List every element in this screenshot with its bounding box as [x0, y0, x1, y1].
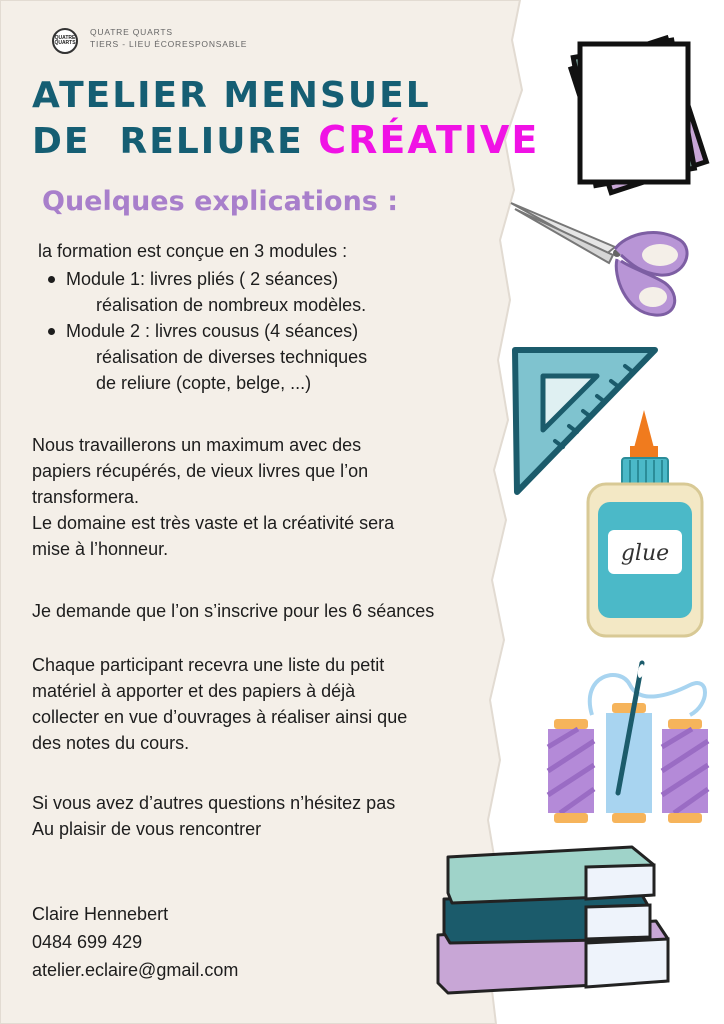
- paragraph-line: Au plaisir de vous rencontrer: [32, 819, 262, 839]
- paragraph-line: Chaque participant recevra une liste du petit: [32, 655, 385, 675]
- paragraph-closing: [32, 790, 512, 842]
- paragraph-materials: [32, 432, 512, 562]
- org-header: [90, 26, 247, 50]
- paragraph-line: des notes du cours.: [32, 733, 190, 753]
- org-name: QUATRE QUARTS: [90, 27, 173, 37]
- paragraph-registration: Je demande que l’on s’inscrive pour les 6 séances: [32, 601, 435, 621]
- quatre-quarts-logo: QUATRE QUARTS: [52, 28, 78, 54]
- scissors-icon: [505, 195, 700, 325]
- module-list: [42, 266, 367, 396]
- paragraph-line: Nous travaillerons un maximum avec des: [32, 435, 362, 455]
- module-detail: réalisation de diverses techniques: [96, 347, 368, 367]
- module-label: Module 2 : livres cousus (4 séances): [66, 321, 359, 341]
- module-item: [42, 318, 367, 396]
- module-item: [42, 266, 367, 318]
- paragraph-line: transformera.: [32, 487, 140, 507]
- title-line-2-text: DE RELIURE: [32, 121, 304, 162]
- page-title: [32, 74, 539, 164]
- paragraph-line: papiers récupérés, de vieux livres que l’on: [32, 461, 369, 481]
- paragraph-line: Si vous avez d’autres questions n’hésitez pas: [32, 793, 396, 813]
- module-detail: de reliure (copte, belge, ...): [96, 373, 312, 393]
- bullet-icon: [48, 328, 55, 335]
- module-detail: réalisation de nombreux modèles.: [96, 295, 367, 315]
- glue-label: glue: [620, 541, 670, 566]
- contact-name: Claire Hennebert: [32, 904, 169, 924]
- module-label: Module 1: livres pliés ( 2 séances): [66, 269, 339, 289]
- paragraph-line: Le domaine est très vaste et la créativité sera: [32, 513, 395, 533]
- section-subtitle: Quelques explications :: [42, 186, 399, 217]
- paragraph-participants: [32, 652, 512, 756]
- paragraph-line: mise à l’honneur.: [32, 539, 169, 559]
- book-stack-icon: [436, 843, 676, 998]
- paper-stack-icon: [548, 24, 718, 204]
- contact-email: atelier.eclaire@gmail.com: [32, 960, 239, 980]
- glue-bottle-icon: [584, 408, 706, 640]
- title-line-1: ATELIER MENSUEL: [32, 75, 431, 116]
- org-tagline: TIERS - LIEU ÉCORESPONSABLE: [90, 39, 248, 49]
- contact-phone: 0484 699 429: [32, 932, 143, 952]
- intro-text: la formation est conçue en 3 modules :: [38, 241, 348, 261]
- paragraph-line: collecter en vue d’ouvrages à réaliser ainsi que: [32, 707, 408, 727]
- bullet-icon: [48, 276, 55, 283]
- contact-block: [32, 900, 238, 984]
- title-line-2: [32, 118, 539, 164]
- title-accent: CRÉATIVE: [318, 118, 540, 162]
- paragraph-line: matériel à apporter et des papiers à déjà: [32, 681, 356, 701]
- thread-spools-icon: [540, 655, 715, 830]
